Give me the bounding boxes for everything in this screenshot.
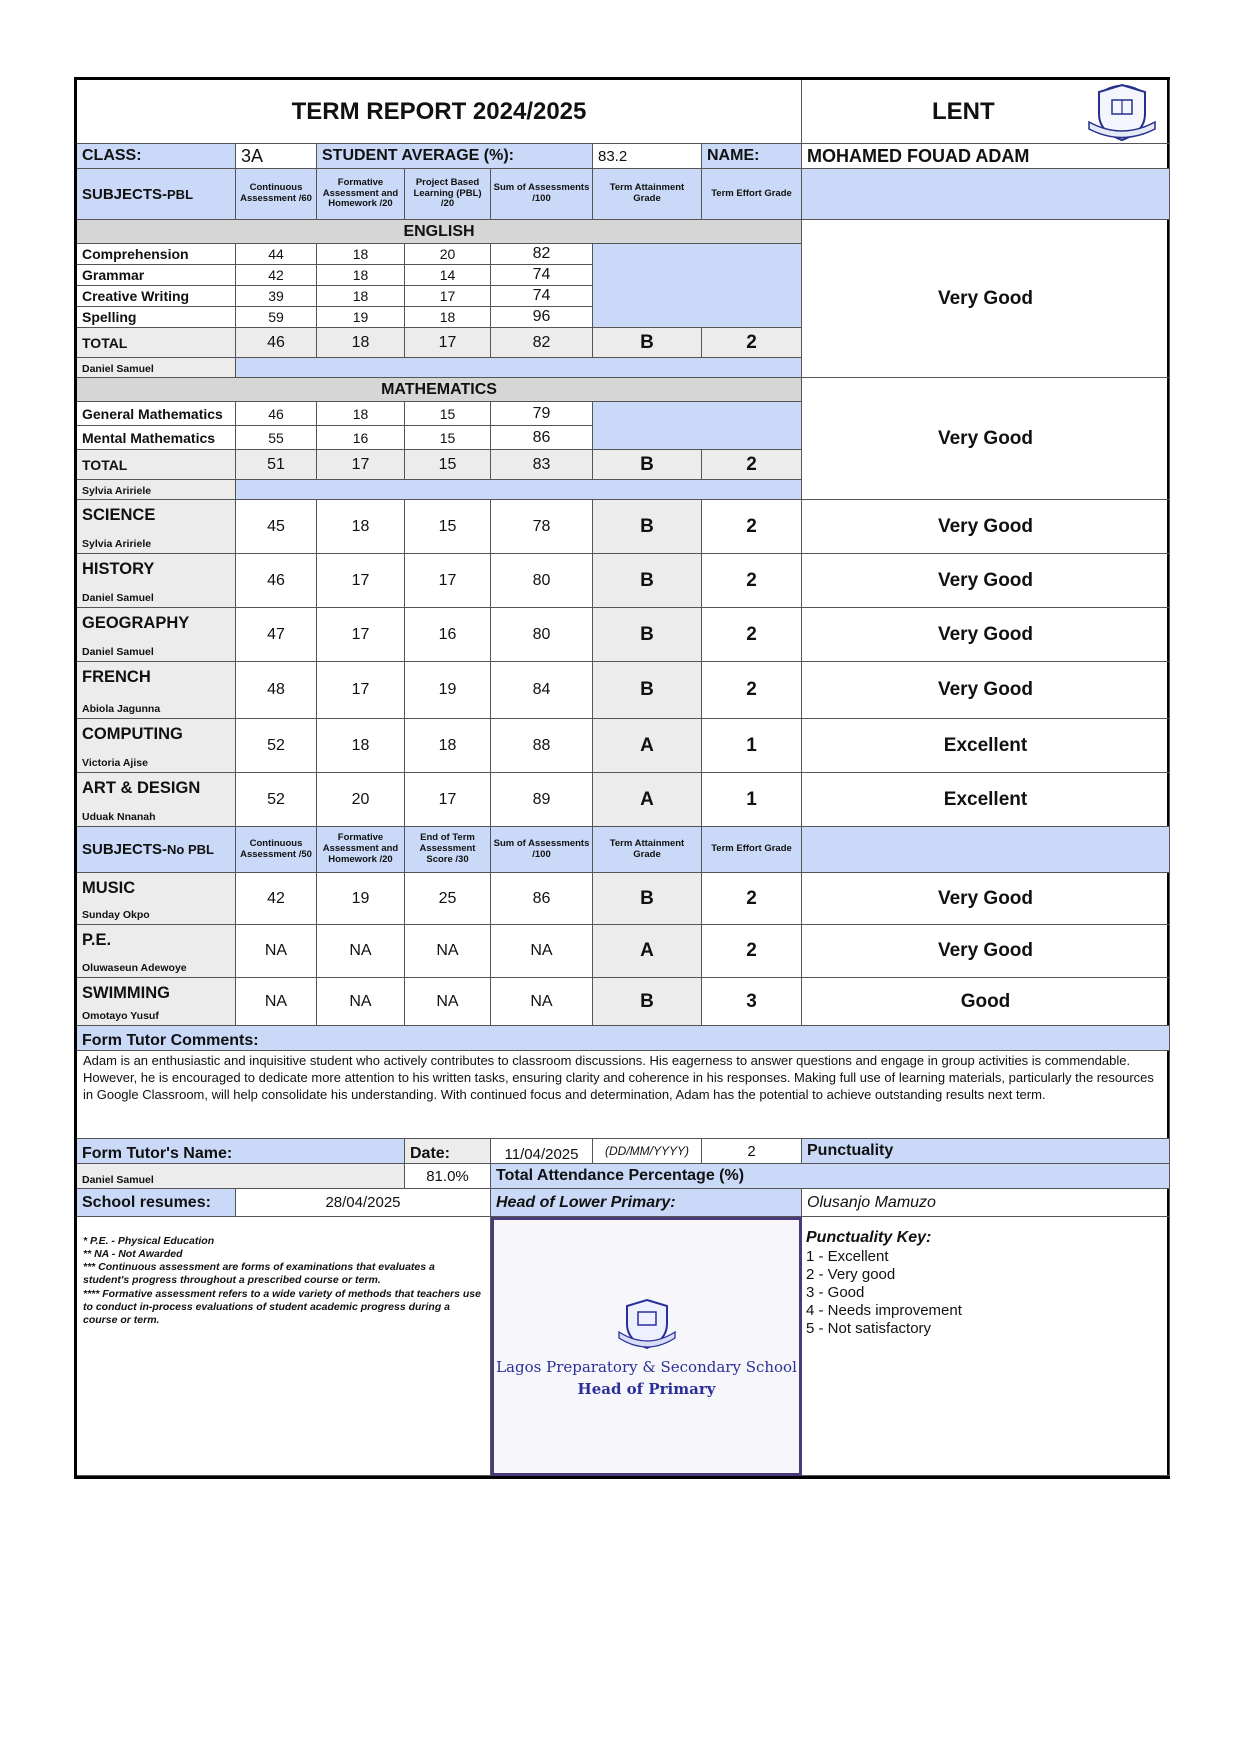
project-assessment: 16: [405, 608, 491, 662]
column-header-comment: [802, 169, 1170, 220]
punctuality-key-item: 5 - Not satisfactory: [806, 1320, 932, 1337]
subject-cell: [77, 873, 236, 925]
effort-grade: 2: [702, 873, 802, 925]
punctuality-key-item: 2 - Very good: [806, 1266, 896, 1283]
column-header-grade: Term Attainment Grade: [593, 169, 702, 220]
sum-of-assessments: 79: [491, 402, 593, 426]
subject-row-name: Creative Writing: [77, 286, 236, 307]
formative-assessment: 18: [317, 244, 405, 265]
footnote: ** NA - Not Awarded: [83, 1248, 183, 1261]
project-assessment: 18: [405, 719, 491, 773]
continuous-assessment: 52: [236, 773, 317, 827]
subjects-header-label: SUBJECTS-: [82, 185, 168, 203]
average-label: STUDENT AVERAGE (%):: [317, 144, 593, 169]
teacher-comment: Very Good: [802, 554, 1170, 608]
project-assessment: 20: [405, 244, 491, 265]
column-header-grade: Term Attainment Grade: [593, 827, 702, 873]
subject-row-name: General Mathematics: [77, 402, 236, 426]
tutor-name-label: Form Tutor's Name:: [77, 1139, 405, 1164]
total-sum: 82: [491, 328, 593, 358]
column-header-comment: [802, 827, 1170, 873]
formative-assessment: 19: [317, 307, 405, 328]
teacher-comment: Good: [802, 978, 1170, 1026]
tutor-name: Daniel Samuel: [77, 1164, 405, 1189]
end-of-term-assessment: NA: [405, 978, 491, 1026]
teacher-name: Sunday Okpo: [82, 909, 150, 921]
attainment-grade: A: [593, 773, 702, 827]
sum-of-assessments: 86: [491, 873, 593, 925]
formative-assessment: 18: [317, 500, 405, 554]
teacher-comment: Very Good: [802, 662, 1170, 719]
subjects-header-label: SUBJECTS-: [82, 841, 168, 858]
continuous-assessment: 46: [236, 402, 317, 426]
continuous-assessment: 47: [236, 608, 317, 662]
maths-teacher-fill: [236, 480, 802, 500]
effort-grade: 1: [702, 773, 802, 827]
column-header-ca: Continuous Assessment /60: [236, 169, 317, 220]
subjects-header: [77, 827, 236, 873]
effort-grade: 2: [702, 662, 802, 719]
attainment-grade: B: [593, 450, 702, 480]
sum-of-assessments: 88: [491, 719, 593, 773]
formative-assessment: 18: [317, 719, 405, 773]
teacher-name: Oluwaseun Adewoye: [82, 962, 187, 974]
teacher-name: Sylvia Aririele: [82, 538, 152, 550]
class-label: CLASS:: [77, 144, 236, 169]
punctuality-key-item: 3 - Good: [806, 1284, 865, 1301]
subjects-header-suffix: PBL: [167, 186, 194, 202]
teacher-name: Omotayo Yusuf: [82, 1010, 159, 1022]
maths-section-title: MATHEMATICS: [77, 378, 802, 402]
teacher-comment: Excellent: [802, 773, 1170, 827]
effort-grade: 2: [702, 554, 802, 608]
formative-assessment: NA: [317, 925, 405, 978]
punctuality-key-item: 4 - Needs improvement: [806, 1302, 962, 1319]
effort-grade: 2: [702, 925, 802, 978]
total-project: 17: [405, 328, 491, 358]
subject-cell: [77, 554, 236, 608]
tutor-comments-label: Form Tutor Comments:: [77, 1026, 1170, 1051]
subject-cell: [77, 719, 236, 773]
date-label: Date:: [405, 1139, 491, 1164]
formative-assessment: 19: [317, 873, 405, 925]
stamp-role: Head of Primary: [577, 1379, 716, 1398]
attainment-grade: B: [593, 978, 702, 1026]
subject-cell: [77, 662, 236, 719]
sum-of-assessments: 74: [491, 265, 593, 286]
teacher-comment: Very Good: [802, 608, 1170, 662]
sum-of-assessments: 80: [491, 554, 593, 608]
attendance-value: 81.0%: [405, 1164, 491, 1189]
effort-grade: 2: [702, 450, 802, 480]
term-title-cell: [802, 80, 1170, 144]
column-header-effort: Term Effort Grade: [702, 827, 802, 873]
column-header-et: End of Term Assessment Score /30: [405, 827, 491, 873]
effort-grade: 3: [702, 978, 802, 1026]
sum-of-assessments: 74: [491, 286, 593, 307]
english-comment: Very Good: [802, 220, 1170, 378]
continuous-assessment: 42: [236, 265, 317, 286]
school-resumes-date: 28/04/2025: [236, 1189, 491, 1217]
english-section-title: ENGLISH: [77, 220, 802, 244]
attainment-grade: A: [593, 719, 702, 773]
footnote: *** Continuous assessment are forms of examinations that evaluates a student's progress throughout a prescribed course or term.: [83, 1261, 435, 1287]
continuous-assessment: NA: [236, 925, 317, 978]
column-header-pbl: Project Based Learning (PBL) /20: [405, 169, 491, 220]
english-grade-placeholder: [593, 244, 802, 328]
total-label: TOTAL: [77, 450, 236, 480]
formative-assessment: 20: [317, 773, 405, 827]
formative-assessment: 18: [317, 265, 405, 286]
subject-row-name: Spelling: [77, 307, 236, 328]
subject-cell: [77, 925, 236, 978]
project-assessment: 17: [405, 554, 491, 608]
footnote: * P.E. - Physical Education: [83, 1235, 215, 1247]
school-crest-icon: [1085, 82, 1159, 144]
subject-row-name: Comprehension: [77, 244, 236, 265]
column-header-fa: Formative Assessment and Homework /20: [317, 169, 405, 220]
subject-cell: [77, 500, 236, 554]
sum-of-assessments: 78: [491, 500, 593, 554]
continuous-assessment: 39: [236, 286, 317, 307]
attainment-grade: B: [593, 328, 702, 358]
column-header-sum: Sum of Assessments /100: [491, 169, 593, 220]
subject-cell: [77, 608, 236, 662]
total-sum: 83: [491, 450, 593, 480]
subject-name: ART & DESIGN: [82, 779, 201, 797]
tutor-comments: Adam is an enthusiastic and inquisitive student who actively contributes to classroom discussions. His eagerness to answer questions and engage in group activities is commendable. However, he is encouraged to dedicate more attention to his written tasks, ensuring clarity and coherence in his responses. Making full use of learning materials, particularly the resources in Google Classroom, will help consolidate his understanding. With continued focus and determination, Adam has the potential to achieve outstanding results next term.: [77, 1051, 1170, 1139]
attendance-label: Total Attendance Percentage (%): [491, 1164, 1170, 1189]
total-continuous: 46: [236, 328, 317, 358]
continuous-assessment: 52: [236, 719, 317, 773]
teacher-name: Daniel Samuel: [82, 646, 154, 658]
teacher-name: Uduak Nnanah: [82, 811, 156, 823]
end-of-term-assessment: NA: [405, 925, 491, 978]
subject-name: GEOGRAPHY: [82, 614, 190, 632]
subject-name: HISTORY: [82, 560, 155, 578]
maths-grade-placeholder: [593, 402, 802, 450]
effort-grade: 2: [702, 500, 802, 554]
subject-cell: [77, 978, 236, 1026]
english-teacher-fill: [236, 358, 802, 378]
teacher-comment: Excellent: [802, 719, 1170, 773]
sum-of-assessments: 96: [491, 307, 593, 328]
formative-assessment: 17: [317, 608, 405, 662]
subject-name: P.E.: [82, 931, 112, 949]
column-header-ca: Continuous Assessment /50: [236, 827, 317, 873]
student-name: MOHAMED FOUAD ADAM: [802, 144, 1170, 169]
subject-row-name: Grammar: [77, 265, 236, 286]
tutor-date-value: 11/04/2025: [504, 1146, 579, 1163]
project-assessment: 15: [405, 500, 491, 554]
teacher-comment: Very Good: [802, 500, 1170, 554]
teacher-comment: Very Good: [802, 925, 1170, 978]
maths-comment: Very Good: [802, 378, 1170, 500]
average-value: 83.2: [593, 144, 702, 169]
punctuality-key: [802, 1217, 1170, 1476]
continuous-assessment: 44: [236, 244, 317, 265]
footnotes: [77, 1217, 491, 1476]
name-label: NAME:: [702, 144, 802, 169]
teacher-comment: Very Good: [802, 873, 1170, 925]
term-report: [74, 77, 1170, 1479]
report-title: TERM REPORT 2024/2025: [77, 80, 802, 144]
column-header-sum: Sum of Assessments /100: [491, 827, 593, 873]
total-continuous: 51: [236, 450, 317, 480]
subject-row-name: Mental Mathematics: [77, 426, 236, 450]
continuous-assessment: 59: [236, 307, 317, 328]
continuous-assessment: 42: [236, 873, 317, 925]
subjects-header-suffix: No PBL: [167, 842, 214, 857]
formative-assessment: 17: [317, 662, 405, 719]
subject-name: COMPUTING: [82, 725, 183, 743]
attainment-grade: A: [593, 925, 702, 978]
head-name: Olusanjo Mamuzo: [802, 1189, 1170, 1217]
head-label: Head of Lower Primary:: [491, 1189, 802, 1217]
footnote: **** Formative assessment refers to a wide variety of methods that teachers use to conduct in-process evaluations of student academic progress during a course or term.: [83, 1287, 481, 1326]
sum-of-assessments: 89: [491, 773, 593, 827]
total-formative: 18: [317, 328, 405, 358]
project-assessment: 15: [405, 402, 491, 426]
continuous-assessment: 46: [236, 554, 317, 608]
attainment-grade: B: [593, 662, 702, 719]
total-label: TOTAL: [77, 328, 236, 358]
continuous-assessment: 45: [236, 500, 317, 554]
school-resumes-label: School resumes:: [77, 1189, 236, 1217]
teacher-name: Abiola Jagunna: [82, 703, 161, 715]
subject-cell: [77, 773, 236, 827]
column-header-fa: Formative Assessment and Homework /20: [317, 827, 405, 873]
subject-name: MUSIC: [82, 879, 136, 897]
formative-assessment: 18: [317, 286, 405, 307]
project-assessment: 18: [405, 307, 491, 328]
formative-assessment: 17: [317, 554, 405, 608]
formative-assessment: 18: [317, 402, 405, 426]
effort-grade: 1: [702, 719, 802, 773]
project-assessment: 14: [405, 265, 491, 286]
total-project: 15: [405, 450, 491, 480]
attainment-grade: B: [593, 500, 702, 554]
effort-grade: 2: [702, 608, 802, 662]
total-formative: 17: [317, 450, 405, 480]
column-header-effort: Term Effort Grade: [702, 169, 802, 220]
punctuality-value: 2: [702, 1139, 802, 1164]
punctuality-key-title: Punctuality Key:: [806, 1229, 932, 1246]
formative-assessment: NA: [317, 978, 405, 1026]
subject-name: SWIMMING: [82, 984, 170, 1002]
sum-of-assessments: NA: [491, 925, 593, 978]
attainment-grade: B: [593, 554, 702, 608]
attainment-grade: B: [593, 873, 702, 925]
teacher-name: Daniel Samuel: [82, 592, 154, 604]
term-name: LENT: [932, 97, 995, 125]
teacher-name: Victoria Ajise: [82, 757, 148, 769]
school-crest-icon: [617, 1296, 677, 1354]
continuous-assessment: 48: [236, 662, 317, 719]
subject-name: FRENCH: [82, 668, 151, 686]
tutor-date: [491, 1139, 593, 1164]
sum-of-assessments: 82: [491, 244, 593, 265]
project-assessment: 17: [405, 286, 491, 307]
punctuality-key-item: 1 - Excellent: [806, 1248, 889, 1265]
sum-of-assessments: 86: [491, 426, 593, 450]
teacher-name: Sylvia Aririele: [77, 480, 236, 500]
continuous-assessment: NA: [236, 978, 317, 1026]
continuous-assessment: 55: [236, 426, 317, 450]
head-of-primary-stamp: [491, 1217, 802, 1476]
project-assessment: 17: [405, 773, 491, 827]
stamp-school-name: Lagos Preparatory & Secondary School: [496, 1357, 797, 1376]
teacher-name: Daniel Samuel: [77, 358, 236, 378]
class-value: 3A: [236, 144, 317, 169]
end-of-term-assessment: 25: [405, 873, 491, 925]
sum-of-assessments: 80: [491, 608, 593, 662]
sum-of-assessments: NA: [491, 978, 593, 1026]
subject-name: SCIENCE: [82, 506, 156, 524]
attainment-grade: B: [593, 608, 702, 662]
date-format: (DD/MM/YYYY): [593, 1139, 702, 1164]
project-assessment: 15: [405, 426, 491, 450]
formative-assessment: 16: [317, 426, 405, 450]
punctuality-label: Punctuality: [802, 1139, 1170, 1164]
effort-grade: 2: [702, 328, 802, 358]
project-assessment: 19: [405, 662, 491, 719]
sum-of-assessments: 84: [491, 662, 593, 719]
subjects-header: [77, 169, 236, 220]
